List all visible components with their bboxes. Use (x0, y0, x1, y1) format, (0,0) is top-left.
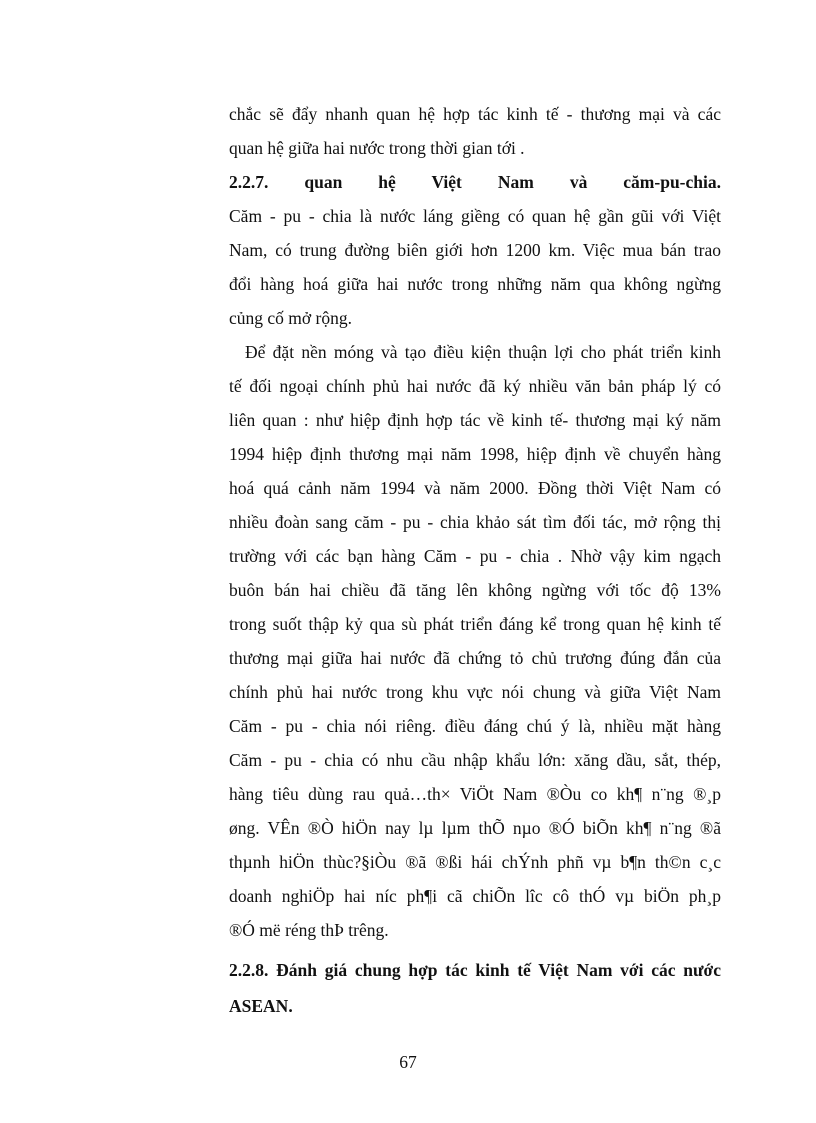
paragraph-first-line: Để đặt nền móng và tạo điều kiện thuận lợi cho phát triển kinh (245, 342, 721, 362)
section-heading-2-2-7: 2.2.7. quan hệ Việt Nam và căm-pu-chia. (229, 172, 721, 192)
text-line: 1994 hiệp định thương mại năm 1998, hiệp định về chuyển hàng (229, 444, 721, 464)
text-line: Nam, có trung đường biên giới hơn 1200 km. Việc mua bán trao (229, 240, 721, 260)
text-line: củng cố mở rộng. (229, 308, 352, 328)
text-line: hàng tiêu dùng rau quả…th× ViÖt Nam ®Òu co kh¶ n¨ng ®¸p (229, 784, 721, 804)
text-line: buôn bán hai chiều đã tăng lên không ngừng với tốc độ 13% (229, 580, 721, 600)
text-line: Căm - pu - chia có nhu cầu nhập khẩu lớn: xăng dầu, sắt, thép, (229, 750, 721, 770)
section-heading-2-2-8: 2.2.8. Đánh giá chung hợp tác kinh tế Việt Nam với các nước (229, 960, 721, 980)
text-line: tế đối ngoại chính phủ hai nước đã ký nhiều văn bản pháp lý có (229, 376, 721, 396)
text-line: ®Ó më réng thÞ trêng. (229, 920, 389, 940)
section-heading-2-2-8-continued: ASEAN. (229, 996, 293, 1016)
text-line: hoá quá cảnh năm 1994 và năm 2000. Đồng thời Việt Nam có (229, 478, 721, 498)
text-line: Căm - pu - chia là nước láng giềng có quan hệ gần gũi với Việt (229, 206, 721, 226)
text-line: nhiều đoàn sang căm - pu - chia khảo sát tìm đối tác, mở rộng thị (229, 512, 721, 532)
page-number: 67 (399, 1052, 417, 1072)
text-line: Căm - pu - chia nói riêng. điều đáng chú ý là, nhiều mặt hàng (229, 716, 721, 736)
text-line: liên quan : như hiệp định hợp tác về kinh tế- thương mại ký năm (229, 410, 721, 430)
text-line: thương mại giữa hai nước đã chứng tỏ chủ trương đúng đắn của (229, 648, 721, 668)
text-line: đổi hàng hoá giữa hai nước trong những năm qua không ngừng (229, 274, 721, 294)
text-line: quan hệ giữa hai nước trong thời gian tới . (229, 138, 525, 158)
text-line: chính phủ hai nước trong khu vực nói chung và giữa Việt Nam (229, 682, 721, 702)
text-line: thµnh hiÖn thùc?§iÒu ®ã ®ßi hái chÝnh phñ vµ b¶n th©n c¸c (229, 852, 721, 872)
text-line: trong suốt thập kỷ qua sù phát triển đáng kể trong quan hệ kinh tế (229, 614, 721, 634)
text-line: øng. VÊn ®Ò hiÖn nay lµ lµm thÕ nµo ®Ó biÕn kh¶ n¨ng ®ã (229, 818, 721, 838)
text-line: chắc sẽ đẩy nhanh quan hệ hợp tác kinh tế - thương mại và các (229, 104, 721, 124)
text-line: trường với các bạn hàng Căm - pu - chia . Nhờ vậy kim ngạch (229, 546, 721, 566)
text-line: doanh nghiÖp hai níc ph¶i cã chiÕn lîc cô thÓ vµ biÖn ph¸p (229, 886, 721, 906)
